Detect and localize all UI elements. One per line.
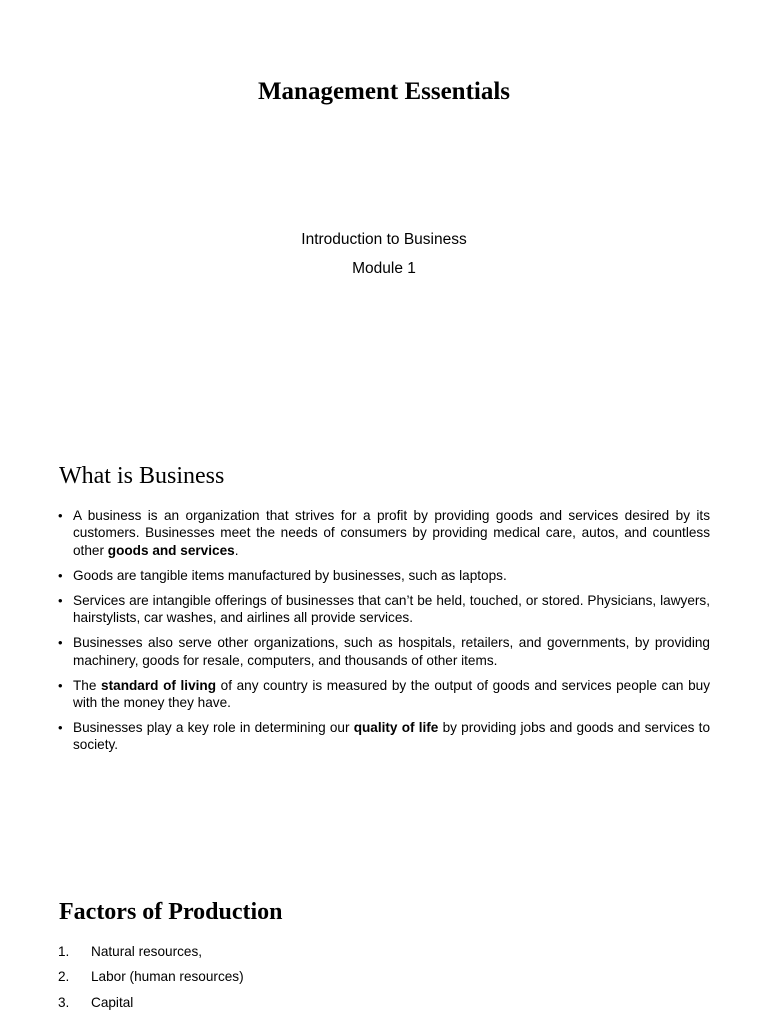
bullet-text: Goods are tangible items manufactured by businesses, such as laptops. (73, 567, 507, 583)
list-item-number: 2. (58, 969, 70, 985)
bullet-item (58, 634, 710, 669)
list-item-text: Labor (human resources) (91, 969, 244, 985)
bullet-icon: • (58, 592, 63, 608)
bullet-item (58, 592, 710, 627)
business-bullet-list (58, 507, 710, 761)
factors-numbered-list (58, 943, 710, 1019)
bullet-text: Services are intangible offerings of businesses that can’t be held, touched, or stored. Physicians, lawyers, hairstylists, car washes, and airlines all provide services. (73, 592, 710, 626)
bullet-text-end: . (234, 542, 239, 558)
bullet-bold-term: standard of living (101, 677, 217, 693)
bullet-icon: • (58, 508, 63, 523)
bullet-icon: • (58, 635, 63, 651)
list-item-text: Natural resources, (91, 944, 203, 959)
course-subtitle: Introduction to Business (301, 231, 467, 248)
list-item (58, 943, 710, 968)
bullet-text-end: by providing jobs and goods and services to society. (73, 720, 711, 753)
module-label: Module 1 (352, 260, 416, 277)
bullet-bold-term: quality of life (353, 720, 439, 736)
bullet-item (58, 567, 710, 584)
list-item-text: Capital (91, 994, 134, 1010)
bullet-item (58, 507, 710, 559)
bullet-text: Businesses also serve other organizations, such as hospitals, retailers, and governments, by providing machinery, goods for resale, computers, and thousands of other items. (73, 635, 710, 668)
list-item-number: 3. (58, 994, 70, 1010)
list-item (58, 994, 710, 1019)
bullet-item (58, 719, 710, 754)
bullet-text: Businesses play a key role in determining our (73, 720, 354, 736)
bullet-text-end: of any country is measured by the output of goods and services people can buy with the money they have. (73, 677, 710, 711)
bullet-text: The (73, 677, 102, 693)
bullet-icon: • (58, 677, 63, 693)
list-item-number: 1. (58, 944, 70, 959)
bullet-text: A business is an organization that strives for a profit by providing goods and services desired by its customers. Businesses meet the needs of consumers by providing medical care, autos, and countless other (73, 508, 710, 558)
section-heading-what-is-business: What is Business (59, 463, 225, 489)
list-item (58, 968, 710, 993)
section-heading-factors-of-production: Factors of Production (59, 899, 283, 925)
bullet-bold-term: goods and services (107, 542, 235, 558)
bullet-item (58, 677, 710, 712)
bullet-icon: • (58, 720, 63, 736)
bullet-icon: • (58, 567, 63, 583)
document-title: Management Essentials (257, 78, 511, 105)
